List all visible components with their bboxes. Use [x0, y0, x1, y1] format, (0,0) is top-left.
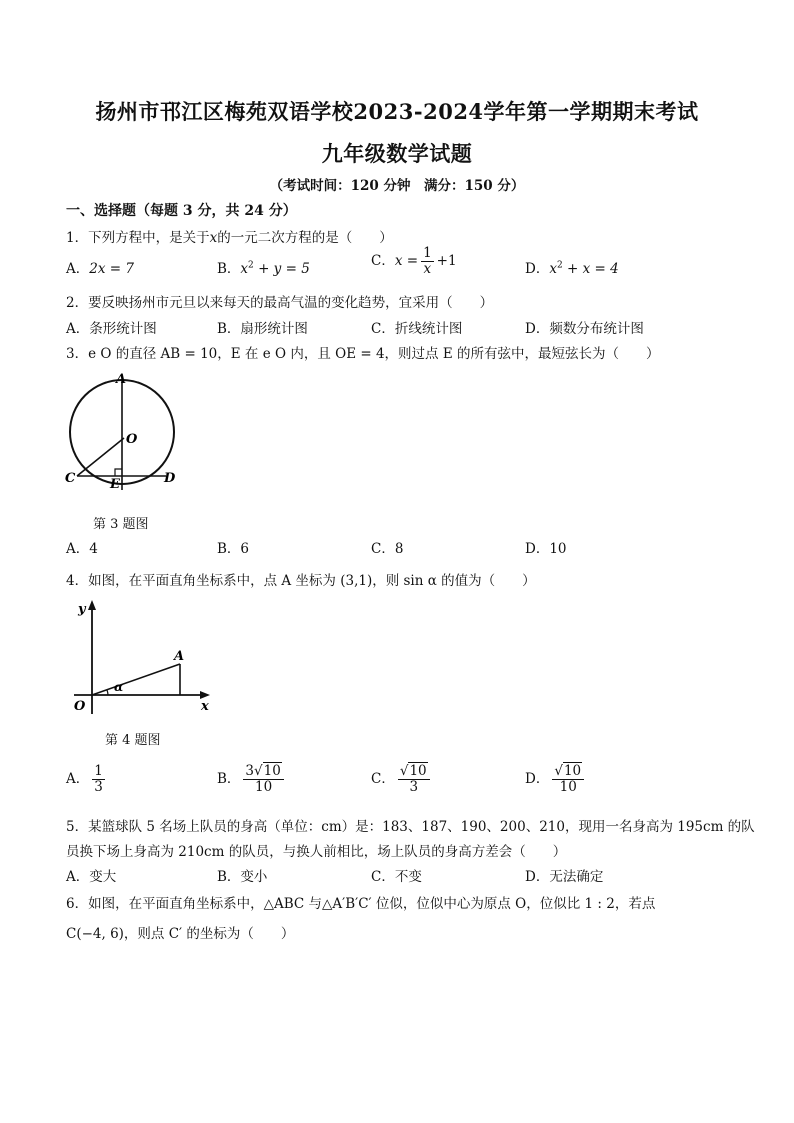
question-5-option-c[interactable]: C．不变 [371, 869, 422, 885]
label-e: E [110, 477, 120, 492]
option-fraction [552, 764, 584, 795]
fraction-numerator: 1 [94, 763, 103, 779]
question-1-option-d[interactable] [525, 257, 619, 277]
question-6-line-2: C(−4, 6)，则点 C′ 的坐标为（ ） [66, 926, 295, 942]
question-1-stem-a: 1．下列方程中，是关于 [66, 230, 210, 246]
section-heading: 一、选择题（每题 3 分，共 24 分） [66, 203, 297, 219]
right-angle-mark [115, 469, 122, 476]
question-4-option-c[interactable] [371, 764, 433, 795]
question-1-option-c[interactable] [371, 246, 457, 277]
option-label: B． [217, 771, 241, 787]
label-a: A [116, 372, 127, 387]
radicand: 10 [263, 763, 281, 779]
option-rest: + y = 5 [253, 261, 310, 277]
option-fraction [421, 246, 434, 277]
option-expression: 2x = 7 [89, 261, 134, 277]
question-1-option-b[interactable] [217, 257, 310, 277]
question-4-caption: 第 4 题图 [105, 733, 161, 748]
question-3-option-d[interactable]: D．10 [525, 541, 567, 557]
label-alpha: α [114, 680, 124, 694]
exam-info: （考试时间：120 分钟 满分：150 分） [269, 178, 525, 194]
fraction-numerator: 3√10 [243, 764, 283, 780]
question-4-option-d[interactable] [525, 764, 587, 795]
label-c: C [65, 471, 76, 486]
option-label: C． [371, 253, 395, 269]
label-x: x [201, 699, 209, 714]
radicand: 10 [409, 763, 427, 779]
label-o: O [74, 699, 86, 714]
question-4-option-b[interactable] [217, 764, 287, 795]
question-2-option-b[interactable]: B．扇形统计图 [217, 321, 308, 337]
question-2-option-d[interactable]: D．频数分布统计图 [525, 321, 644, 337]
label-y: y [78, 602, 86, 617]
question-4-figure [64, 596, 224, 720]
option-fraction [243, 764, 283, 795]
x-axis-arrow [200, 691, 210, 699]
question-6-line-1: 6．如图，在平面直角坐标系中，△ABC 与△A′B′C′ 位似，位似中心为原点 O，位似比 1 : 2，若点 [66, 896, 656, 912]
segment-co [77, 438, 124, 476]
fraction-denominator: x [423, 261, 432, 277]
fraction-denominator: 10 [255, 779, 273, 795]
question-3-option-b[interactable]: B．6 [217, 541, 250, 557]
option-fraction [92, 764, 105, 795]
question-2-option-a[interactable]: A．条形统计图 [66, 321, 157, 337]
question-3-option-a[interactable]: A．4 [66, 541, 98, 557]
question-2-stem: 2．要反映扬州市元旦以来每天的最高气温的变化趋势，宜采用（ ） [66, 295, 494, 311]
segment-oa [92, 664, 180, 695]
question-3-figure [60, 368, 190, 498]
question-3-stem: 3．e O 的直径 AB = 10，E 在 e O 内，且 OE = 4，则过点 E 的所有弦中，最短弦长为（ ） [66, 346, 660, 362]
label-o: O [126, 432, 138, 447]
option-label: A． [66, 771, 90, 787]
radicand: 10 [563, 763, 582, 779]
question-1-variable: x [209, 230, 218, 246]
option-label: D． [525, 261, 550, 277]
question-5-line-2: 员换下场上身高为 210cm 的队员，与换人前相比，场上队员的身高方差会（ ） [66, 844, 567, 860]
fraction-denominator: 10 [559, 779, 577, 795]
question-1-stem-b: 的一元二次方程的是（ ） [217, 230, 393, 246]
question-1-stem [66, 226, 393, 246]
fraction-denominator: 3 [94, 779, 103, 795]
y-axis-arrow [88, 600, 96, 610]
option-label: D． [525, 771, 550, 787]
label-a: A [174, 649, 185, 664]
fraction-denominator: 3 [409, 779, 419, 795]
exam-subtitle: 九年级数学试题 [321, 141, 473, 166]
option-label: A． [66, 261, 90, 277]
option-exponent: 2 [556, 260, 563, 271]
radical-coefficient: 3 [245, 763, 255, 779]
question-4-stem: 4．如图，在平面直角坐标系中，点 A 坐标为 (3,1)，则 sin α 的值为（ ） [66, 573, 536, 589]
question-1-option-a[interactable] [66, 257, 134, 277]
question-3-option-c[interactable]: C．8 [371, 541, 404, 557]
question-5-option-b[interactable]: B．变小 [217, 869, 268, 885]
fraction-numerator: 1 [423, 245, 432, 261]
option-fraction [398, 764, 430, 795]
option-lhs: x = [394, 253, 419, 269]
label-d: D [164, 471, 176, 486]
option-rest: + x = 4 [562, 261, 619, 277]
option-label: C． [371, 771, 395, 787]
option-base: x [240, 261, 249, 277]
option-base: x [549, 261, 557, 277]
option-rest: +1 [436, 253, 457, 269]
option-label: B． [217, 261, 241, 277]
question-3-caption: 第 3 题图 [93, 517, 149, 532]
fraction-numerator: √10 [552, 764, 584, 780]
exam-title: 扬州市邗江区梅苑双语学校2023-2024学年第一学期期末考试 [95, 99, 699, 124]
fraction-numerator: √10 [398, 764, 430, 780]
question-4-option-a[interactable] [66, 764, 108, 795]
question-5-line-1: 5．某篮球队 5 名场上队员的身高（单位：cm）是：183、187、190、200、210，现用一名身高为 195cm 的队 [66, 819, 755, 835]
question-2-option-c[interactable]: C．折线统计图 [371, 321, 463, 337]
question-5-option-d[interactable]: D．无法确定 [525, 869, 604, 885]
option-exponent: 2 [248, 260, 254, 271]
question-5-option-a[interactable]: A．变大 [66, 869, 117, 885]
